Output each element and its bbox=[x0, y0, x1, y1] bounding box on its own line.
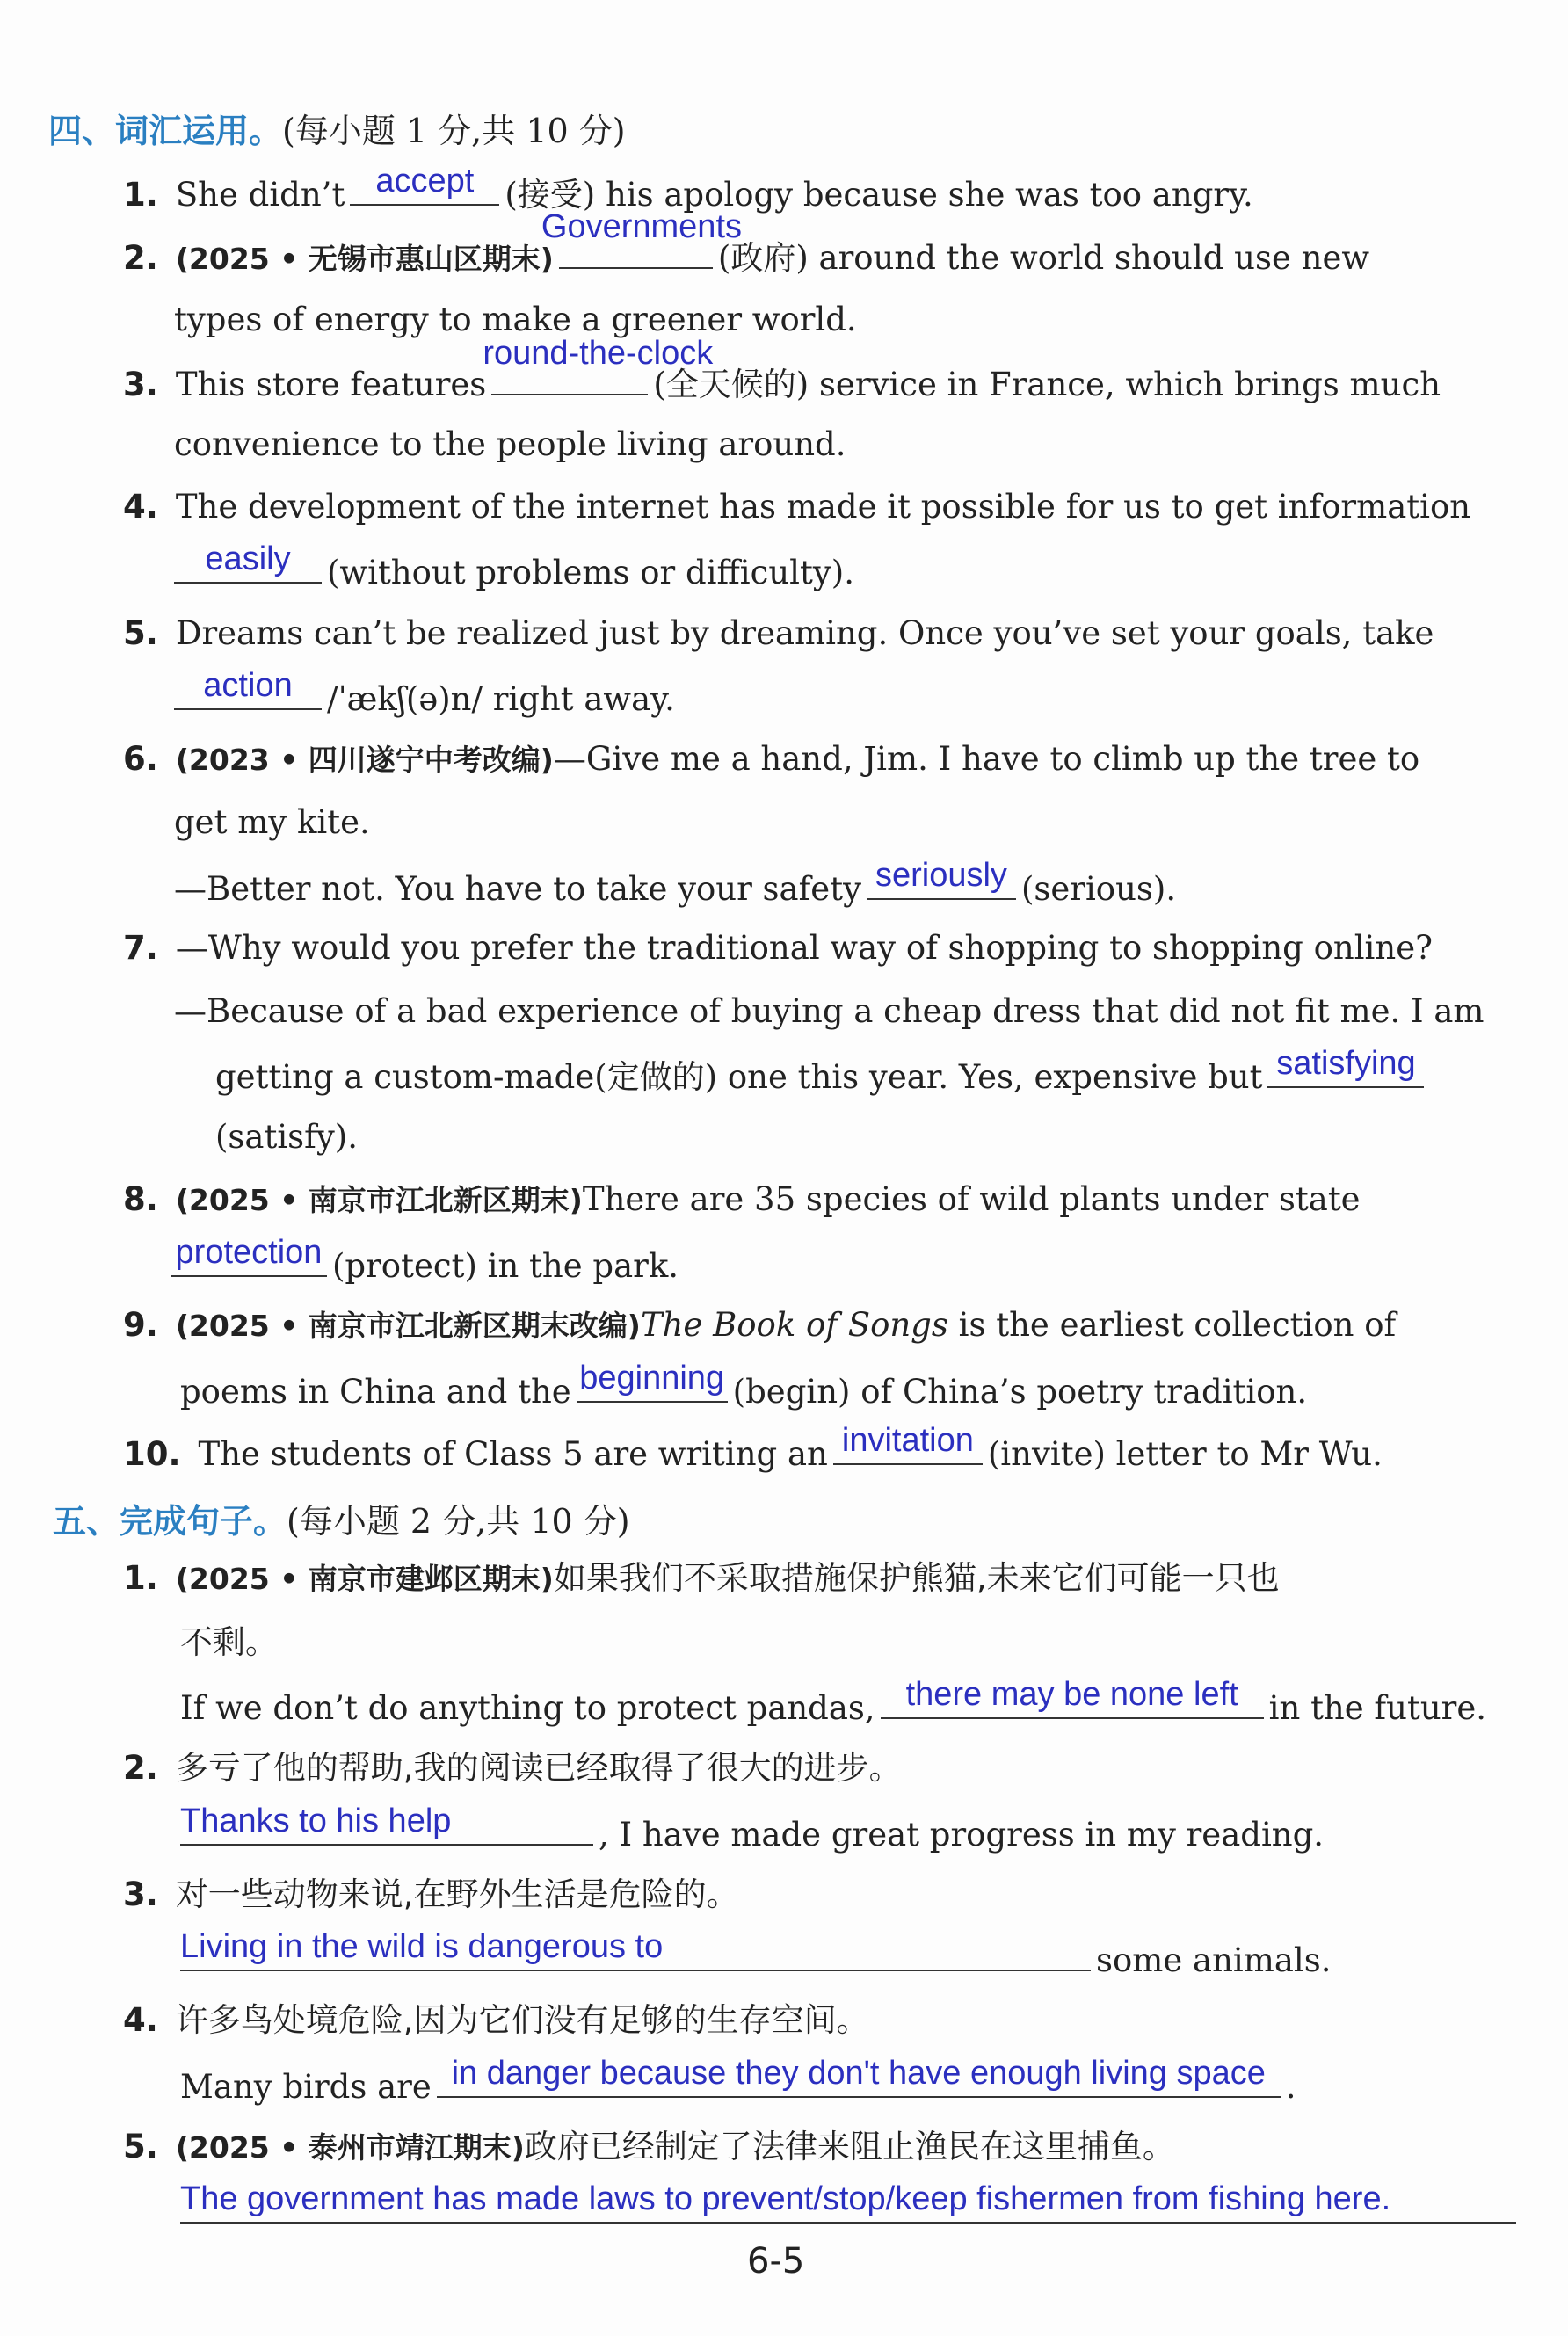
s4-q3-cont: convenience to the people living around. bbox=[174, 425, 846, 463]
s5-q2-answer-line bbox=[180, 1803, 1325, 1856]
s4-q7-cont: (satisfy). bbox=[215, 1118, 358, 1156]
chinese-prompt: 政府已经制定了法律来阻止渔民在这里捕鱼。 bbox=[524, 2128, 1175, 2166]
answer-blank[interactable] bbox=[867, 857, 1016, 900]
section-4-note: (每小题 1 分,共 10 分) bbox=[282, 112, 626, 150]
s4-q2 bbox=[123, 208, 1370, 280]
question-number: 2. bbox=[123, 239, 158, 277]
question-number: 2. bbox=[123, 1749, 158, 1787]
section-5-title: 五、完成句子。 bbox=[53, 1502, 287, 1541]
answer-blank[interactable] bbox=[180, 1803, 593, 1846]
question-text: (invite) letter to Mr Wu. bbox=[987, 1435, 1383, 1473]
question-text: There are 35 species of wild plants under state bbox=[582, 1180, 1361, 1218]
s5-q3-answer-line bbox=[180, 1928, 1332, 1982]
handwritten-answer: Thanks to his help bbox=[180, 1803, 452, 1839]
question-text: If we don’t do anything to protect pandas, bbox=[180, 1689, 875, 1727]
handwritten-answer: invitation bbox=[841, 1422, 974, 1459]
question-source: (2025 • 泰州市靖江期末) bbox=[175, 2130, 525, 2165]
question-number: 7. bbox=[123, 929, 158, 967]
answer-blank[interactable] bbox=[541, 208, 742, 269]
question-number: 10. bbox=[123, 1435, 181, 1473]
question-number: 1. bbox=[123, 1559, 158, 1597]
s5-q3 bbox=[123, 1874, 739, 1916]
handwritten-answer: there may be none left bbox=[905, 1676, 1238, 1713]
book-title: The Book of Songs bbox=[640, 1306, 948, 1344]
answer-blank[interactable] bbox=[483, 335, 714, 395]
page-number: 6-5 bbox=[747, 2241, 805, 2282]
s4-q10 bbox=[123, 1422, 1383, 1476]
answer-blank[interactable] bbox=[577, 1360, 728, 1403]
answer-blank[interactable] bbox=[350, 163, 499, 206]
handwritten-answer: beginning bbox=[579, 1360, 725, 1397]
handwritten-answer: easily bbox=[205, 540, 291, 577]
question-text: She didn’t bbox=[175, 176, 345, 214]
question-text: (serious). bbox=[1020, 870, 1177, 908]
s5-q4 bbox=[123, 1999, 869, 2042]
question-source: (2025 • 南京市江北新区期末) bbox=[175, 1183, 583, 1217]
s4-q7-line2: —Because of a bad experience of buying a cheap dress that did not fit me. I am bbox=[174, 992, 1485, 1030]
section-5-header bbox=[53, 1494, 630, 1542]
s5-q1-answer-line bbox=[180, 1676, 1486, 1730]
handwritten-answer: The government has made laws to prevent/stop/keep fishermen from fishing here. bbox=[180, 2180, 1391, 2217]
question-text: —Give me a hand, Jim. I have to climb up the tree to bbox=[553, 740, 1420, 778]
question-text: (政府) around the world should use new bbox=[717, 239, 1370, 277]
question-text: (protect) in the park. bbox=[332, 1247, 679, 1285]
question-text: . bbox=[1285, 2068, 1296, 2106]
s4-q8-cont bbox=[171, 1234, 679, 1288]
s4-q6 bbox=[123, 738, 1419, 781]
question-text: The students of Class 5 are writing an bbox=[198, 1435, 828, 1473]
answer-blank[interactable] bbox=[171, 1234, 327, 1277]
question-number: 3. bbox=[123, 366, 158, 403]
question-text: is the earliest collection of bbox=[958, 1306, 1397, 1344]
s4-q4 bbox=[123, 486, 1470, 528]
handwritten-answer: accept bbox=[375, 163, 475, 200]
question-text: poems in China and the bbox=[180, 1373, 571, 1411]
answer-blank[interactable] bbox=[1267, 1045, 1424, 1088]
question-source: (2025 • 南京市江北新区期末改编) bbox=[175, 1309, 641, 1343]
question-text: (without problems or difficulty). bbox=[327, 554, 854, 591]
s4-q9 bbox=[123, 1304, 1396, 1347]
question-source: (2025 • 南京市建邺区期末) bbox=[175, 1562, 554, 1596]
s4-q9-cont bbox=[180, 1360, 1308, 1413]
handwritten-answer: protection bbox=[175, 1234, 323, 1271]
question-text: This store features bbox=[175, 366, 487, 403]
s4-q7-line3 bbox=[215, 1045, 1429, 1099]
s4-q5-cont bbox=[174, 667, 675, 721]
chinese-prompt: 多亏了他的帮助,我的阅读已经取得了很大的进步。 bbox=[175, 1749, 902, 1787]
answer-blank[interactable] bbox=[833, 1422, 983, 1465]
answer-blank[interactable] bbox=[881, 1676, 1264, 1719]
question-text: The development of the internet has made it possible for us to get information bbox=[175, 488, 1471, 526]
s4-q8 bbox=[123, 1179, 1361, 1222]
s4-q3 bbox=[123, 335, 1441, 406]
question-source: (2025 • 无锡市惠山区期末) bbox=[175, 242, 554, 276]
s4-q7 bbox=[123, 927, 1433, 969]
section-4-title: 四、词汇运用。 bbox=[48, 112, 283, 150]
s5-q1-cn-cont: 不剩。 bbox=[180, 1623, 278, 1661]
s4-q2-cont: types of energy to make a greener world. bbox=[174, 301, 857, 338]
s5-q2 bbox=[123, 1747, 902, 1789]
section-4-header bbox=[48, 104, 626, 152]
handwritten-answer: satisfying bbox=[1276, 1045, 1416, 1082]
answer-blank[interactable] bbox=[437, 2055, 1281, 2098]
s4-q6-reply bbox=[174, 857, 1177, 910]
handwritten-answer: Governments bbox=[541, 208, 742, 245]
handwritten-answer: round-the-clock bbox=[483, 335, 714, 372]
question-text: , I have made great progress in my reading. bbox=[599, 1816, 1325, 1854]
question-text: Dreams can’t be realized just by dreaming. Once you’ve set your goals, take bbox=[175, 614, 1434, 652]
question-text: —Better not. You have to take your safety bbox=[174, 870, 861, 908]
answer-blank[interactable] bbox=[180, 1928, 1091, 1971]
question-number: 4. bbox=[123, 2001, 158, 2039]
question-text: (全天候的) service in France, which brings much bbox=[653, 366, 1441, 403]
handwritten-answer: action bbox=[203, 667, 293, 704]
question-text: —Why would you prefer the traditional way of shopping to shopping online? bbox=[175, 929, 1433, 967]
s5-q5-answer-line bbox=[180, 2180, 1521, 2234]
s5-q4-answer-line bbox=[180, 2055, 1296, 2108]
answer-blank[interactable] bbox=[174, 667, 322, 710]
question-text: in the future. bbox=[1268, 1689, 1486, 1727]
chinese-prompt: 对一些动物来说,在野外生活是危险的。 bbox=[175, 1875, 739, 1913]
answer-blank[interactable] bbox=[174, 540, 322, 584]
handwritten-answer: Living in the wild is dangerous to bbox=[180, 1928, 664, 1965]
question-number: 6. bbox=[123, 740, 158, 778]
section-5-note: (每小题 2 分,共 10 分) bbox=[287, 1502, 630, 1541]
s4-q6-cont: get my kite. bbox=[174, 803, 370, 841]
question-number: 9. bbox=[123, 1306, 158, 1344]
chinese-prompt: 如果我们不采取措施保护熊猫,未来它们可能一只也 bbox=[553, 1559, 1280, 1597]
s4-q4-cont bbox=[174, 540, 854, 594]
handwritten-answer: in danger because they don't have enough living space bbox=[451, 2055, 1266, 2092]
question-number: 5. bbox=[123, 2128, 158, 2166]
question-number: 5. bbox=[123, 614, 158, 652]
chinese-prompt: 许多鸟处境危险,因为它们没有足够的生存空间。 bbox=[175, 2001, 869, 2039]
question-number: 3. bbox=[123, 1875, 158, 1913]
question-number: 8. bbox=[123, 1180, 158, 1218]
s5-q1 bbox=[123, 1557, 1280, 1600]
s5-q5 bbox=[123, 2126, 1175, 2169]
question-text: Many birds are bbox=[180, 2068, 432, 2106]
question-text: some animals. bbox=[1096, 1941, 1332, 1979]
s4-q5 bbox=[123, 613, 1434, 655]
question-number: 1. bbox=[123, 176, 158, 214]
question-number: 4. bbox=[123, 488, 158, 526]
question-text: /ˈækʃ(ə)n/ right away. bbox=[327, 680, 675, 718]
question-text: getting a custom-made(定做的) one this year. Yes, expensive but bbox=[215, 1058, 1263, 1096]
question-source: (2023 • 四川遂宁中考改编) bbox=[175, 743, 554, 777]
question-text: (begin) of China’s poetry tradition. bbox=[732, 1373, 1308, 1411]
handwritten-answer: seriously bbox=[875, 857, 1007, 894]
answer-blank[interactable] bbox=[180, 2180, 1516, 2224]
question-text: (接受) his apology because she was too angry. bbox=[505, 176, 1253, 214]
